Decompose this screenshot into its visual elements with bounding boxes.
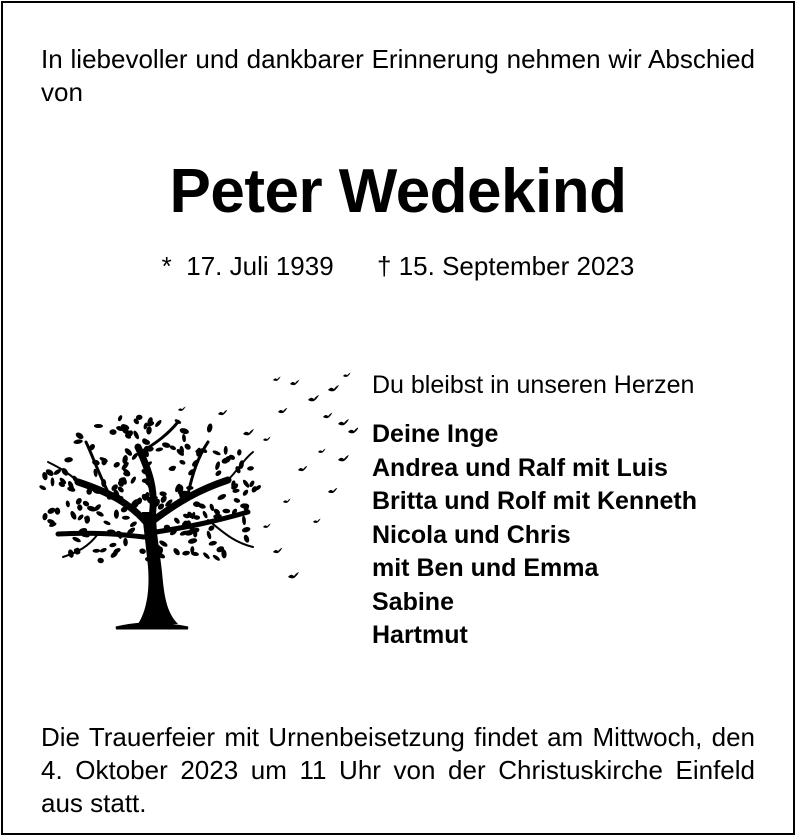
bird-shape bbox=[278, 408, 287, 413]
leaf-shape bbox=[214, 469, 222, 477]
leaf-shape bbox=[95, 510, 104, 518]
leaf-shape bbox=[122, 516, 130, 520]
family-member: mit Ben und Emma bbox=[372, 554, 599, 582]
leaf-shape bbox=[75, 497, 83, 506]
family-list bbox=[372, 418, 697, 653]
leaf-shape bbox=[47, 507, 57, 516]
bird-shape bbox=[318, 449, 326, 453]
bird-shape bbox=[288, 572, 299, 578]
leaf-shape bbox=[182, 550, 190, 556]
leaf-shape bbox=[208, 540, 217, 546]
leaf-shape bbox=[173, 517, 181, 525]
bird-shape bbox=[343, 373, 351, 377]
family-member: Nicola und Chris bbox=[372, 520, 571, 549]
leaf-shape bbox=[233, 497, 241, 503]
bird-shape bbox=[328, 385, 339, 391]
leaf-shape bbox=[54, 507, 60, 515]
bird-shape bbox=[273, 548, 282, 553]
leaf-shape bbox=[222, 508, 230, 513]
leaf-shape bbox=[123, 538, 128, 547]
ceremony-text: Die Trauerfeier mit Urnenbeisetzung findet am Mittwoch, den 4. Oktober 2023 um 11 Uhr von der Christuskirche Einfeld aus statt. bbox=[41, 722, 755, 818]
bird-shape bbox=[348, 427, 358, 433]
leaf-shape bbox=[112, 461, 120, 469]
leaf-shape bbox=[72, 536, 82, 544]
bird-shape bbox=[313, 519, 321, 523]
leaf-shape bbox=[139, 548, 147, 555]
leaf-shape bbox=[243, 534, 251, 543]
family-member: Hartmut bbox=[372, 621, 468, 649]
family-member: Sabine bbox=[372, 587, 454, 616]
bird-shape bbox=[290, 380, 299, 385]
leaf-shape bbox=[206, 423, 213, 433]
birth-date: * 17. Juli 1939 bbox=[161, 251, 334, 281]
leaf-shape bbox=[114, 510, 119, 519]
leaf-shape bbox=[212, 554, 221, 562]
leaf-shape bbox=[155, 447, 163, 452]
leaf-shape bbox=[97, 557, 104, 563]
intro-text: In liebevoller und dankbarer Erinnerung nehmen wir Abschied von bbox=[41, 44, 755, 107]
leaf-shape bbox=[65, 500, 70, 507]
leaf-shape bbox=[212, 450, 221, 457]
leaf-shape bbox=[77, 513, 85, 521]
leaf-shape bbox=[224, 446, 228, 455]
death-date: † 15. September 2023 bbox=[377, 251, 635, 281]
motto-text: Du bleibst in unseren Herzen bbox=[372, 371, 695, 399]
leaf-shape bbox=[187, 537, 197, 544]
leaf-shape bbox=[73, 439, 83, 445]
leaf-shape bbox=[242, 479, 251, 489]
leaf-shape bbox=[99, 547, 107, 553]
leaf-shape bbox=[103, 520, 111, 526]
bird-shape bbox=[338, 455, 349, 461]
bird-shape bbox=[263, 524, 271, 528]
leaf-shape bbox=[186, 520, 191, 529]
leaf-shape bbox=[206, 530, 212, 540]
leaf-shape bbox=[217, 493, 228, 502]
deceased-name: Peter Wedekind bbox=[169, 157, 627, 226]
leaf-shape bbox=[132, 430, 140, 440]
leaf-shape bbox=[179, 459, 187, 466]
leaf-shape bbox=[77, 504, 83, 511]
leaf-shape bbox=[109, 542, 117, 548]
leaf-shape bbox=[92, 549, 100, 553]
leaf-shape bbox=[241, 526, 251, 533]
leaf-shape bbox=[130, 476, 138, 485]
bird-shape bbox=[263, 437, 271, 441]
leaf-shape bbox=[51, 477, 55, 486]
leaf-shape bbox=[94, 424, 103, 428]
bird-shape bbox=[243, 429, 254, 435]
bird-shape bbox=[283, 499, 291, 503]
leaf-shape bbox=[64, 457, 73, 463]
leaf-shape bbox=[109, 429, 116, 435]
leaf-shape bbox=[242, 515, 247, 525]
leaf-shape bbox=[129, 520, 138, 528]
leaf-shape bbox=[182, 434, 187, 443]
leaf-shape bbox=[202, 510, 209, 519]
leaf-shape bbox=[214, 461, 221, 471]
tree-with-birds-icon bbox=[38, 362, 358, 637]
family-member: Deine Inge bbox=[372, 420, 499, 448]
leaf-shape bbox=[154, 419, 163, 428]
leaf-shape bbox=[67, 549, 74, 559]
leaf-shape bbox=[242, 489, 250, 497]
bird-shape bbox=[273, 377, 281, 381]
leaf-shape bbox=[179, 427, 190, 435]
bird-shape bbox=[323, 413, 332, 418]
family-member: Britta und Rolf mit Kenneth bbox=[372, 487, 697, 515]
leaf-shape bbox=[69, 510, 78, 520]
bird-shape bbox=[298, 466, 307, 471]
bird-shape bbox=[328, 488, 337, 493]
leaf-shape bbox=[202, 551, 211, 560]
leaf-shape bbox=[161, 441, 171, 448]
leaf-shape bbox=[186, 486, 193, 490]
bird-shape bbox=[218, 410, 227, 415]
bird-shape bbox=[178, 407, 186, 411]
bird-shape bbox=[308, 395, 319, 401]
leaf-shape bbox=[117, 414, 123, 421]
leaf-shape bbox=[247, 466, 254, 471]
leaf-shape bbox=[237, 449, 242, 456]
family-member: Andrea und Ralf mit Luis bbox=[372, 453, 668, 482]
life-dates bbox=[0, 250, 796, 282]
leaf-shape bbox=[42, 512, 48, 520]
leaf-shape bbox=[183, 442, 192, 451]
leaf-shape bbox=[159, 491, 167, 497]
bird-shape bbox=[338, 419, 349, 425]
leaf-shape bbox=[75, 431, 85, 440]
leaf-shape bbox=[39, 484, 47, 491]
leaf-shape bbox=[172, 547, 181, 557]
